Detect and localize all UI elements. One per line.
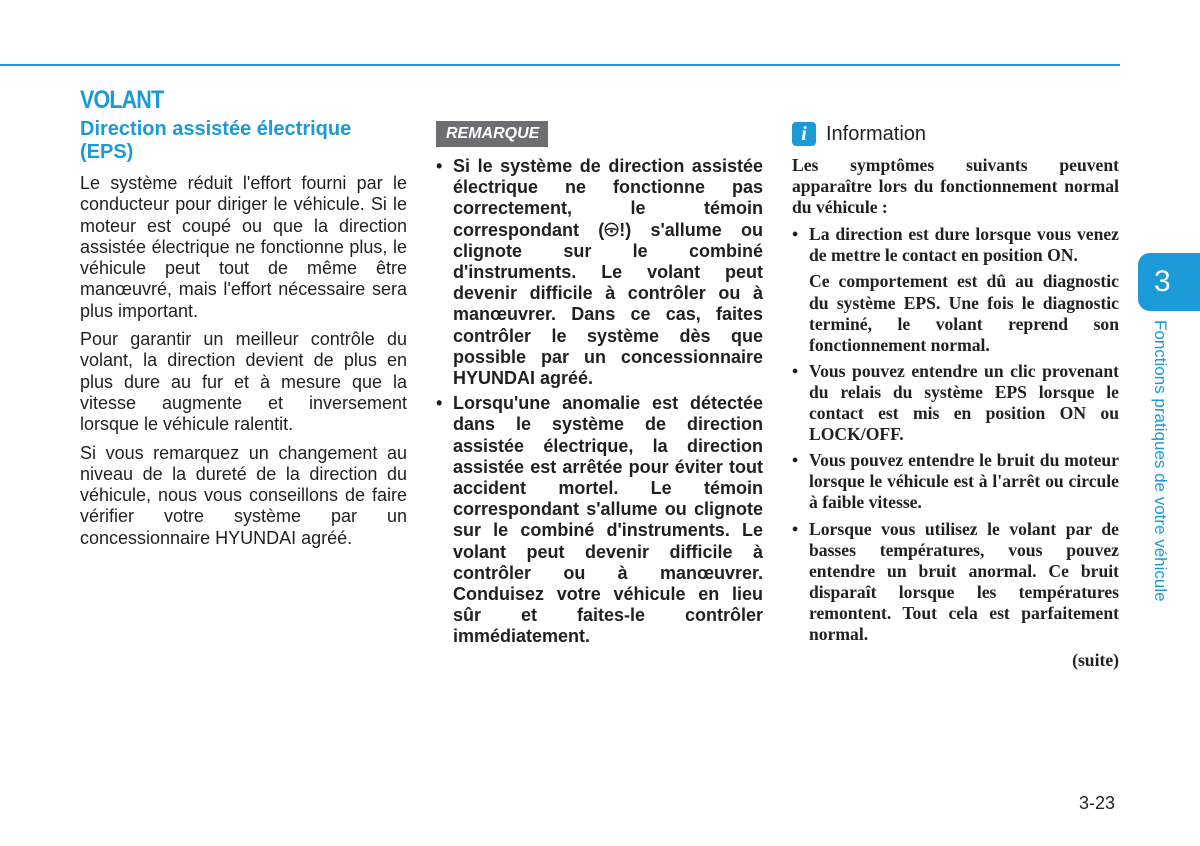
information-box [792,122,1119,671]
bullet-glyph: • [792,450,799,471]
list-item [792,224,1119,356]
subsection-title: Direction assistée électrique (EPS) [80,118,352,163]
information-text: La direction est dure lorsque vous venez de mettre le contact en position ON. [809,224,1119,266]
information-text: Vous pouvez entendre le bruit du moteur lorsque le véhicule est à l'arrêt ou circule à faible vitesse. [809,450,1119,513]
bullet-glyph: • [436,156,443,176]
chapter-tab: 3 [1138,253,1200,311]
info-icon: i [792,122,816,146]
information-continuation: Ce comportement est dû au diagnostic du système EPS. Une fois le diagnostic terminé, le volant reprend son fonctionnement normal. [809,271,1119,355]
list-item [792,361,1119,445]
steering-warning-icon [604,222,619,237]
bullet-glyph: • [436,393,443,414]
information-text: Vous pouvez entendre un clic provenant du relais du système EPS lorsque le contact est mis en position ON ou LOCK/OFF. [809,360,1119,445]
body-paragraph: Le système réduit l'effort fourni par le conducteur pour diriger le véhicule. Si le moteur est coupé ou que la direction assistée électrique ne fonctionne plus, le véhicule peut tout de même être manœuvré, mais l'effort nécessaire sera plus important. [80,173,407,321]
remarque-text: Si le système de direction assistée électrique ne fonctionne pas correctement, le témoin correspondant ( [453,156,763,240]
main-text-column [80,118,407,556]
section-title: VOLANT [80,86,164,114]
remarque-text: Lorsqu'une anomalie est détectée dans le système de direction assistée électrique, la direction assistée est arrêtée pour éviter tout accident mortel. Le témoin correspondant s'allume ou clignote sur le combiné d'instruments. Le volant peut devenir difficile à contrôler ou à manœuvrer. Conduisez votre véhicule en lieu sûr et faites-le contrôler immédiatement. [453,393,763,647]
list-item [436,393,763,647]
header-rule [0,64,1120,66]
page-number: 3-23 [1079,793,1116,813]
information-title: Information [826,123,927,145]
remarque-list [436,156,763,648]
list-item [436,156,763,389]
information-header [792,122,1119,146]
chapter-title: Fonctions pratiques de votre véhicule [1151,320,1170,602]
list-item [792,519,1119,646]
information-list [792,224,1119,645]
bullet-glyph: • [792,360,799,381]
continued-label: (suite) [1072,650,1119,671]
list-item [792,450,1119,513]
remarque-box [436,121,763,652]
information-intro: Les symptômes suivants peuvent apparaître lors du fonctionnement normal du véhicule : [792,155,1119,218]
remarque-badge: REMARQUE [436,121,548,147]
body-paragraph: Pour garantir un meilleur contrôle du volant, la direction devient de plus en plus dure au fur et à mesure que la vitesse augmente et inversement lorsque le véhicule ralentit. [80,329,407,435]
body-paragraph: Si vous remarquez un changement au niveau de la dureté de la direction du véhicule, nous vous conseillons de faire vérifier votre système par un concessionnaire HYUNDAI agréé. [80,442,407,548]
information-text: Lorsque vous utilisez le volant par de basses températures, vous pouvez entendre un bruit anormal. Ce bruit disparaît lorsque les températures remontent. Tout cela est parfaitement normal. [809,518,1119,644]
bullet-glyph: • [792,224,799,245]
bullet-glyph: • [792,518,799,539]
remarque-text: !) s'allume ou clignote sur le combiné d'instruments. Le volant peut devenir difficile à contrôler ou à manœuvrer. Dans ce cas, faites contrôler le système dès que possible par un concessionnaire HYUNDAI agréé. [453,219,764,389]
